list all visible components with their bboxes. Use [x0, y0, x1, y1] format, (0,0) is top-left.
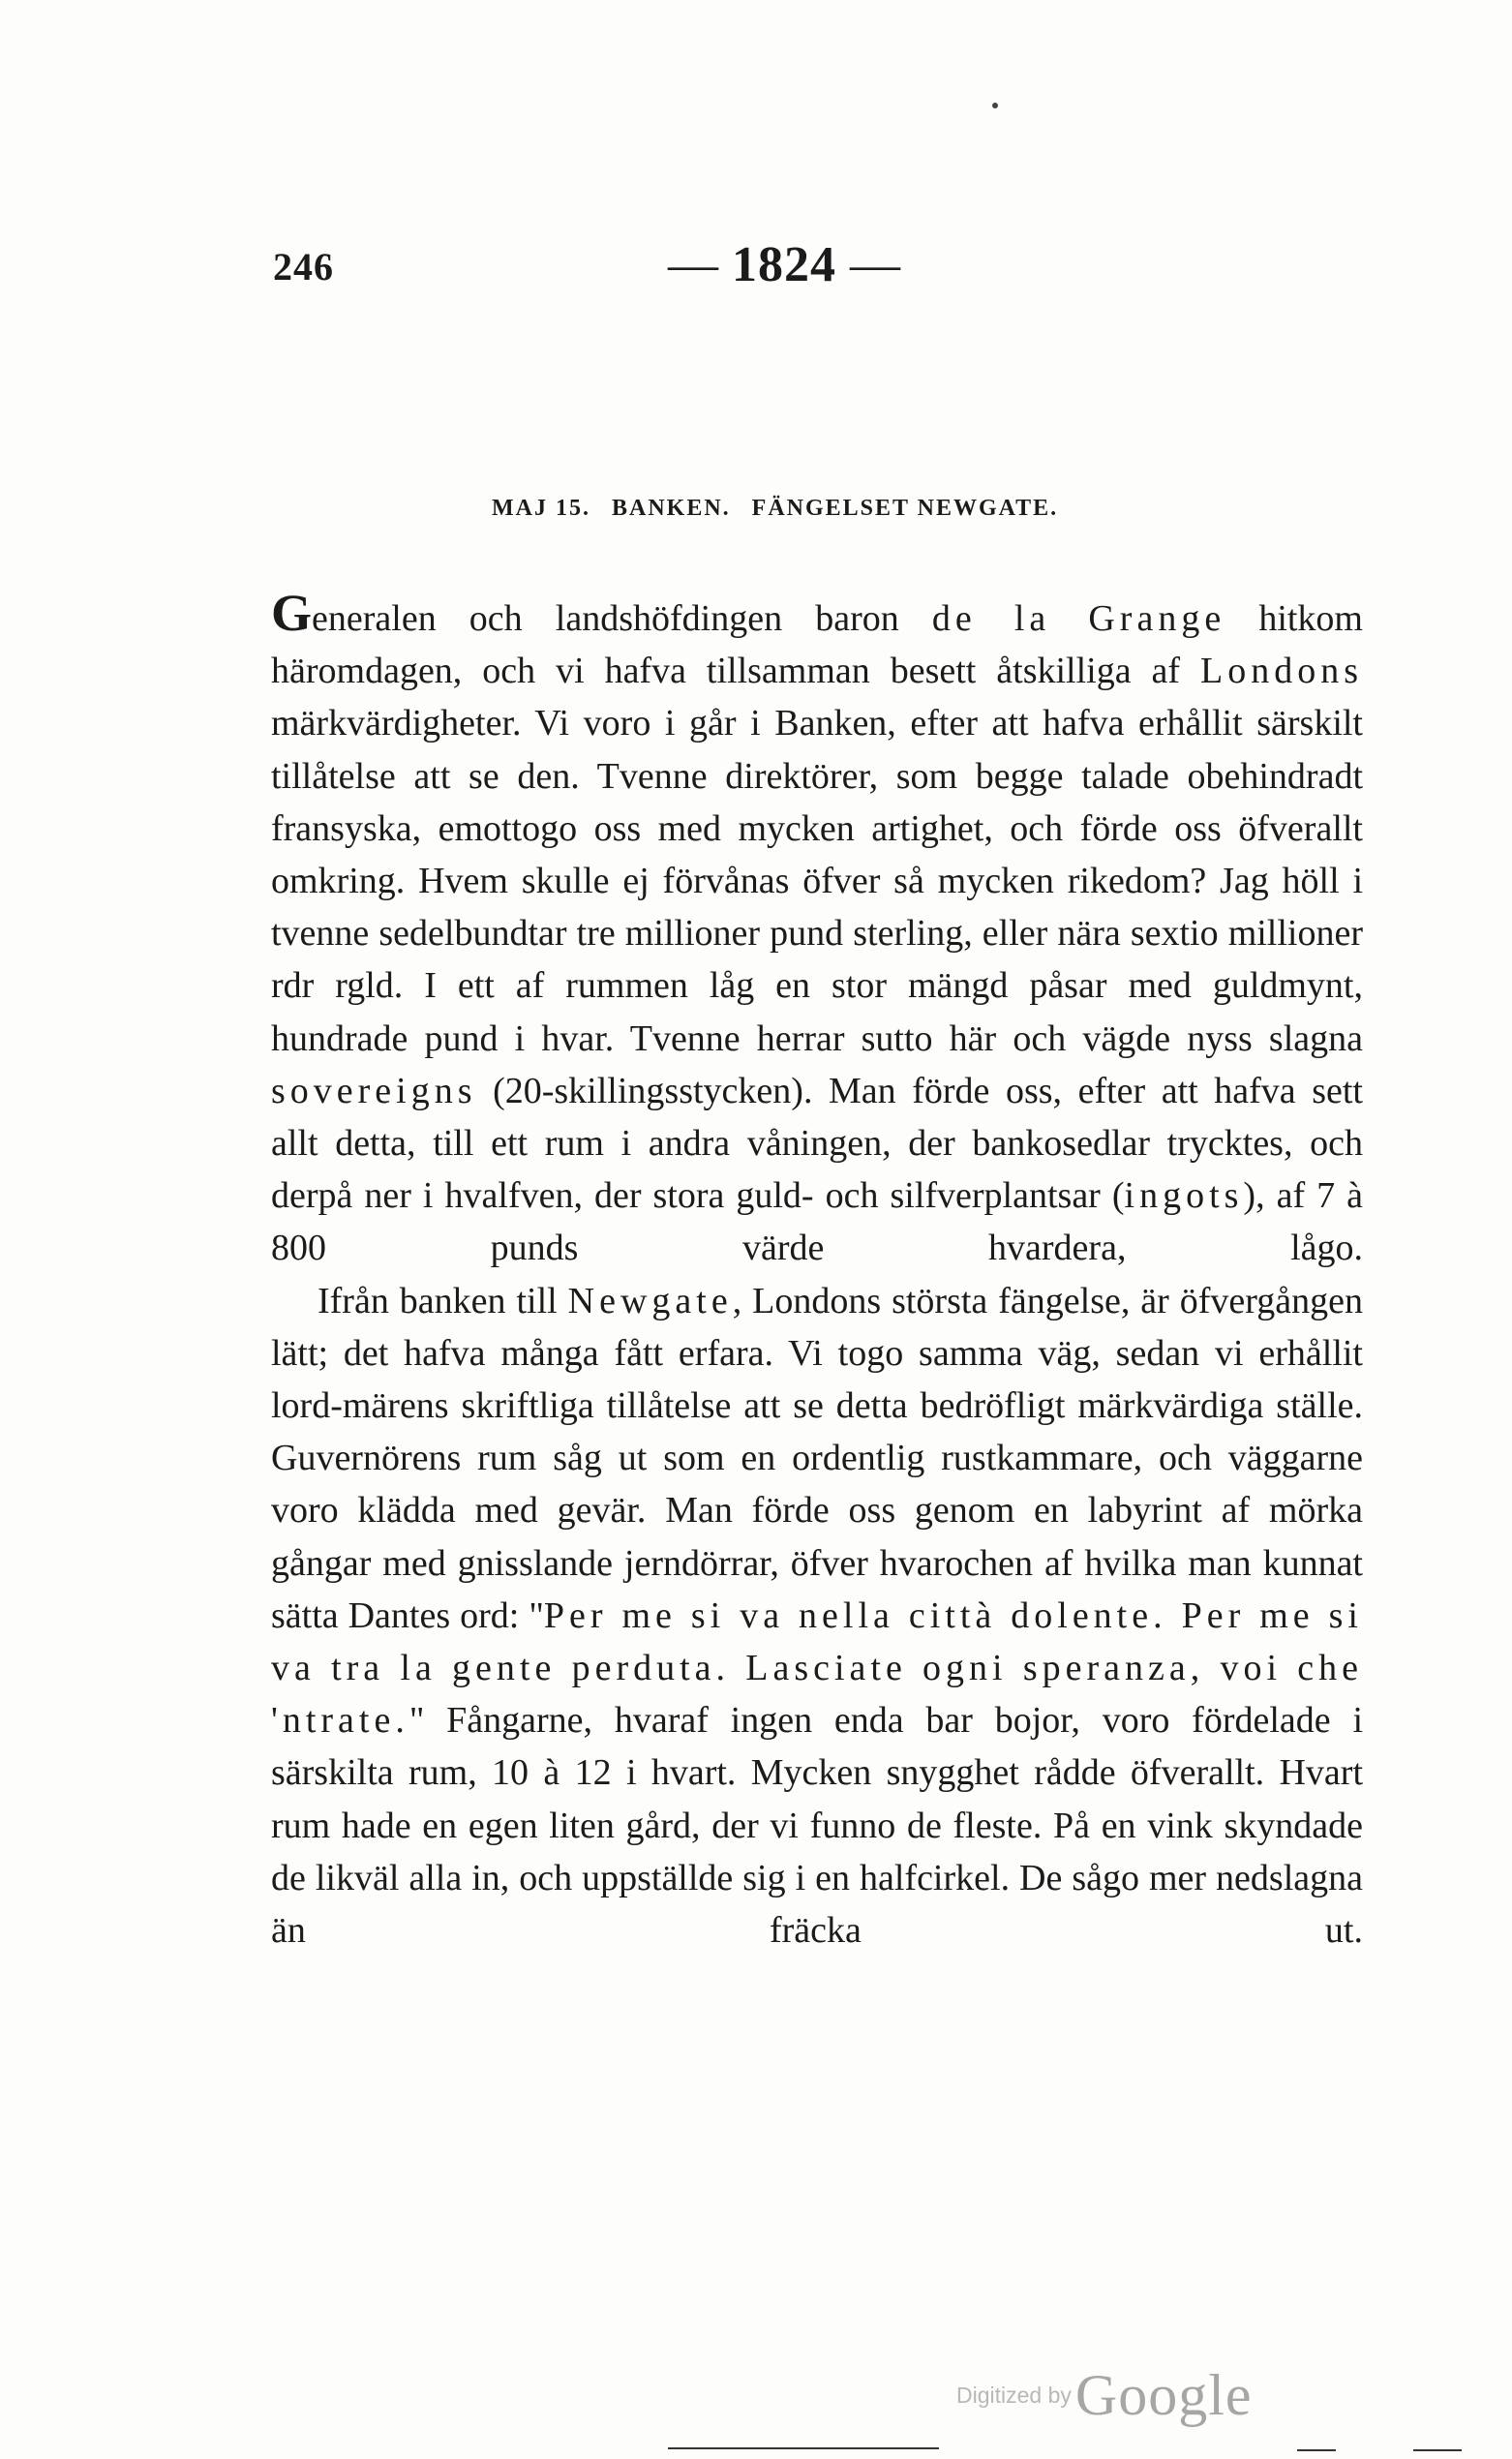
p1-word-ingots: ingots — [1124, 1175, 1244, 1217]
heading-newgate: FÄNGELSET NEWGATE. — [751, 496, 1059, 521]
p1-text-1: eneralen och landshöfdingen baron — [312, 598, 932, 639]
page-number: 246 — [273, 245, 334, 288]
scan-speck — [992, 103, 998, 108]
paragraph-newgate — [271, 1275, 1363, 1958]
digitized-watermark — [956, 2362, 1253, 2429]
p2-text-1: Ifrån banken till — [318, 1280, 568, 1321]
p1-text-3: märkvärdigheter. Vi voro i går i Banken, efter att hafva erhållit särskilt tillåtelse att se den. Tvenne direktörer, som begge talade obehindradt fransyska, emottogo oss med mycken artighet, och förde oss öfverallt omkring. Hvem skulle ej förvånas öfver så mycken rikedom? Jag höll i tvenne sedelbundtar tre millioner pund sterling, eller nära sextio millioner rdr rgld. I ett af rummen låg en stor mängd påsar med guldmynt, hundrade pund i hvar. Tvenne herrar sutto här och vägde nyss slagna — [271, 703, 1363, 1059]
p2-word-newgate: Newgate — [567, 1280, 733, 1321]
drop-cap: G — [271, 584, 313, 642]
header-dash-left: — — [668, 237, 718, 292]
running-header — [668, 236, 978, 293]
header-year: 1824 — [732, 237, 836, 292]
heading-date: MAJ 15. — [492, 496, 590, 521]
header-dash-right: — — [850, 237, 900, 292]
google-logo: Google — [1074, 2363, 1253, 2427]
p1-name-de-la-grange: de la Grange — [931, 598, 1226, 639]
bottom-scan-rule — [1413, 2449, 1462, 2451]
p2-text-2: , Londons största fängelse, är öfvergången lätt; det hafva många fått erfara. Vi togo samma väg, sedan vi erhållit lord-märens skriftliga tillåtelse att se detta bedröfligt märkvärdiga ställe. Guvernörens rum såg ut som en ordentlig rustkammare, och väggarne voro klädda med gevär. Man förde oss genom en labyrint af mörka gångar med gnisslande jerndörrar, öfver hvarochen af hvilka man kunnat sätta Dantes ord: " — [271, 1280, 1363, 1636]
heading-banken: BANKEN. — [611, 496, 731, 521]
p2-text-3: " Fångarne, hvaraf ingen enda bar bojor, voro fördelade i särskilta rum, 10 à 12 i hvart. Mycken snygghet rådde öfverallt. Hvart rum hade en egen liten gård, der vi funno de fleste. På en vink skyndade de likväl alla in, och uppställde sig i en halfcirkel. De sågo mer nedslagna än fräcka ut. — [271, 1700, 1363, 1952]
body-text — [271, 584, 1363, 1957]
p1-text-5: ), af 7 à 800 punds värde hvardera, lågo. — [271, 1175, 1363, 1269]
bottom-scan-rule — [1297, 2449, 1336, 2451]
paragraph-bank — [271, 584, 1363, 1275]
section-heading — [492, 496, 1227, 522]
bottom-scan-rule — [668, 2447, 939, 2449]
p1-word-sovereigns: sovereigns — [271, 1070, 477, 1111]
p1-city-londons: Londons — [1200, 651, 1363, 692]
p2-dante-quote: Per me si va nella città dolente. Per me si va tra la gente perduta. Lasciate ogni speranza, voi che 'ntrate. — [271, 1594, 1363, 1742]
p1-text-4: (20-skillingsstycken). Man förde oss, efter att hafva sett allt detta, till ett rum i andra våningen, der bankosedlar trycktes, och derpå ner i hvalfven, der stora guld- och silfverplantsar ( — [271, 1070, 1363, 1217]
watermark-prefix: Digitized by — [956, 2383, 1072, 2408]
p1-text-2: hitkom häromdagen, och vi hafva tillsamman besett åtskilliga af — [271, 598, 1363, 692]
